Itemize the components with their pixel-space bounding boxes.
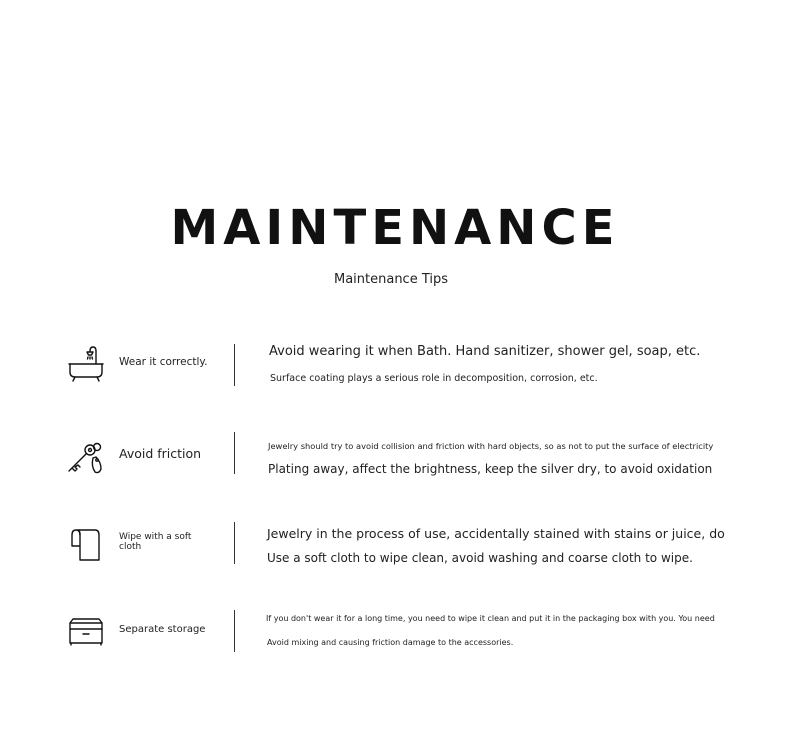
tip-row-separate-storage (0, 610, 790, 660)
tip-label: Wipe with a soft cloth (119, 532, 192, 552)
page-title: MAINTENANCE (170, 200, 620, 256)
tip-line-2: Plating away, affect the brightness, keep the silver dry, to avoid oxidation (268, 462, 713, 476)
tip-line-2: Avoid mixing and causing friction damage to the accessories. (267, 638, 514, 647)
tip-row-soft-cloth (0, 522, 790, 572)
tip-line-1: Jewelry should try to avoid collision and friction with hard objects, so as not to put the surface of electricity (268, 441, 714, 451)
tip-divider (234, 610, 235, 652)
bathtub-shower-icon (66, 343, 106, 383)
tip-row-wear-correctly (0, 341, 790, 391)
tip-line-1: Jewelry in the process of use, accidentally stained with stains or juice, do (267, 526, 725, 541)
cloth-towel-icon (66, 526, 106, 566)
tip-line-1: If you don't wear it for a long time, you need to wipe it clean and put it in the packaging box with you. You need (266, 614, 715, 623)
tip-divider (234, 522, 235, 564)
tip-divider (234, 344, 235, 386)
keys-friction-icon (66, 438, 106, 478)
tip-row-avoid-friction (0, 432, 790, 482)
tip-label: Wear it correctly. (119, 356, 208, 368)
tip-line-1: Avoid wearing it when Bath. Hand sanitizer, shower gel, soap, etc. (269, 344, 701, 359)
tip-line-2: Surface coating plays a serious role in decomposition, corrosion, etc. (270, 373, 598, 384)
tip-divider (234, 432, 235, 474)
storage-box-icon (66, 613, 106, 653)
page-subtitle: Maintenance Tips (333, 272, 449, 287)
tip-label: Avoid friction (119, 446, 202, 461)
tip-line-2: Use a soft cloth to wipe clean, avoid washing and coarse cloth to wipe. (267, 551, 693, 565)
tip-label: Separate storage (119, 624, 206, 635)
